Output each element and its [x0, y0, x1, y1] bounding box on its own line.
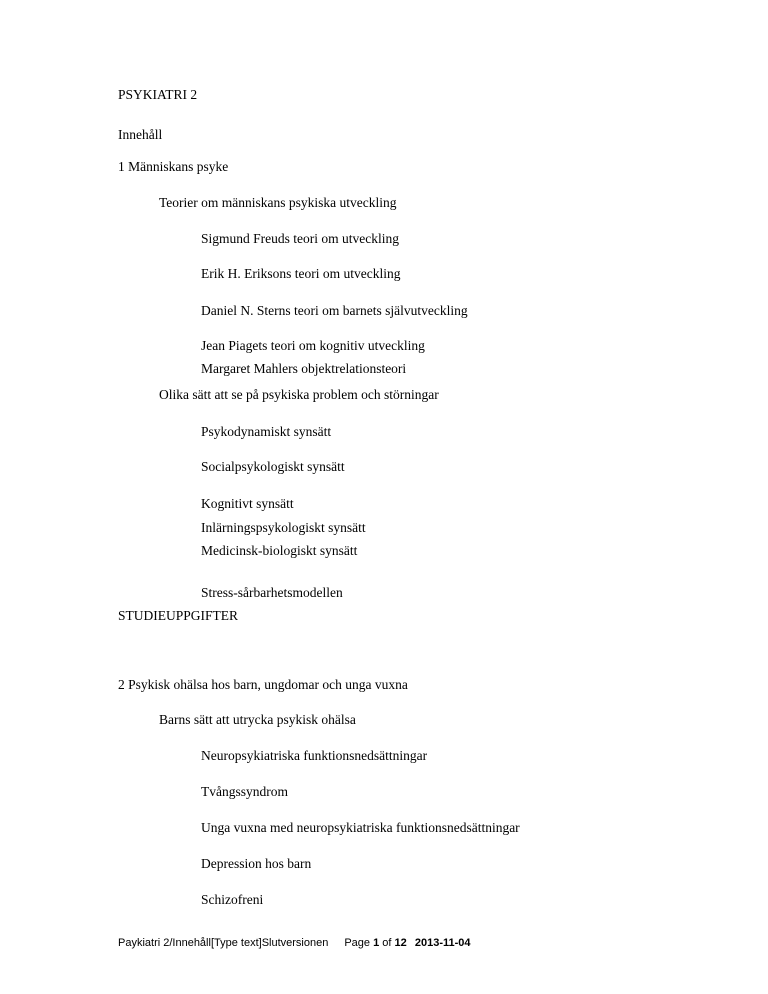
document-title: PSYKIATRI 2 [118, 87, 198, 102]
toc-item: Daniel N. Sterns teori om barnets självutveckling [201, 303, 468, 318]
toc-heading: Innehåll [118, 127, 163, 142]
footer-page-word: Page [344, 937, 371, 949]
toc-item: Margaret Mahlers objektrelationsteori [201, 361, 407, 376]
page-footer [118, 936, 471, 950]
toc-item: Unga vuxna med neuropsykiatriska funktionsnedsättningar [201, 820, 520, 835]
toc-item: Sigmund Freuds teori om utveckling [201, 231, 399, 246]
toc-item: Neuropsykiatriska funktionsnedsättningar [201, 748, 428, 763]
study-tasks-heading: STUDIEUPPGIFTER [118, 608, 239, 623]
toc-item: Kognitivt synsätt [201, 496, 294, 511]
footer-path: Paykiatri 2/Innehåll[Type text]Slutversionen [118, 937, 329, 949]
chapter1-heading: 1 Människans psyke [118, 159, 229, 174]
chapter1-section2: Olika sätt att se på psykiska problem och störningar [159, 387, 439, 402]
footer-of-word: of [382, 937, 392, 949]
toc-item: Psykodynamiskt synsätt [201, 424, 332, 439]
toc-item: Schizofreni [201, 892, 264, 907]
chapter1-section1: Teorier om människans psykiska utveckling [159, 195, 397, 210]
toc-item: Socialpsykologiskt synsätt [201, 459, 345, 474]
toc-item: Stress-sårbarhetsmodellen [201, 585, 343, 600]
footer-page-total: 12 [394, 937, 407, 949]
chapter2-heading: 2 Psykisk ohälsa hos barn, ungdomar och unga vuxna [118, 677, 408, 692]
footer-page-number: 1 [373, 937, 380, 949]
toc-item: Medicinsk-biologiskt synsätt [201, 543, 358, 558]
chapter2-section1: Barns sätt att utrycka psykisk ohälsa [159, 712, 356, 727]
footer-date: 2013-11-04 [414, 937, 471, 949]
toc-item: Erik H. Eriksons teori om utveckling [201, 266, 401, 281]
toc-item: Tvångssyndrom [201, 784, 288, 799]
toc-item: Jean Piagets teori om kognitiv utveckling [201, 338, 425, 353]
toc-item: Depression hos barn [201, 856, 312, 871]
toc-item: Inlärningspsykologiskt synsätt [201, 520, 366, 535]
